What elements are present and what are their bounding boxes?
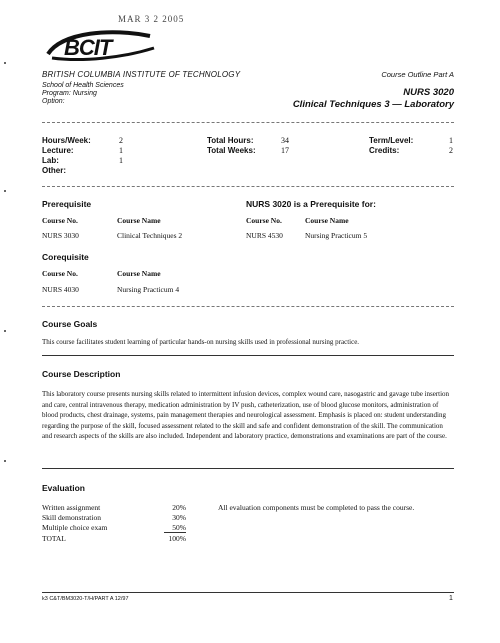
doc-type: Course Outline Part A: [381, 70, 454, 79]
coreq-course-name: Nursing Practicum 4: [117, 285, 180, 294]
bcit-logo: [42, 28, 160, 66]
corequisite-heading: Corequisite: [42, 252, 89, 262]
prereq-course-name: Clinical Techniques 2: [117, 231, 183, 240]
coreq-col-no: Course No.: [42, 269, 78, 278]
total-weeks-label: Total Weeks:: [207, 146, 256, 155]
lab-label: Lab:: [42, 156, 59, 165]
prereqfor-col-name: Course Name: [305, 216, 349, 225]
lecture-value: 1: [119, 146, 123, 155]
page-number: 1: [449, 595, 453, 602]
school-name: School of Health Sciences: [42, 82, 124, 89]
evaluation-heading: Evaluation: [42, 483, 85, 493]
prereq-course-no: NURS 3030: [42, 231, 79, 240]
course-goals-text: This course facilitates student learning of particular hands-on nursing skills used in professional nursing practice.: [42, 338, 360, 346]
prerequisite-heading: Prerequisite: [42, 199, 92, 209]
eval-item: Skill demonstration: [42, 513, 101, 522]
institute-name: BRITISH COLUMBIA INSTITUTE OF TECHNOLOGY: [42, 70, 241, 79]
other-label: Other:: [42, 166, 66, 175]
scan-mark: [4, 62, 6, 64]
eval-item: Written assignment: [42, 503, 101, 512]
divider: [42, 186, 454, 187]
option-label: Option:: [42, 98, 65, 105]
scan-mark: [4, 190, 6, 192]
divider: [42, 468, 454, 469]
course-description-text: This laboratory course presents nursing skills related to intermittent infusion devices, complex wound care, nasogastric and gavage tube insertion and care, central intravenous therapy, medication administration by IV push, catheterization, use of blood glucose monitors, administration of blood products, chest drainage, systems, pain management therapies and neurological assessment. Emphasis is placed on: student understanding regarding the purpose of the skill, focused assessment related to the skill and safe and confident demonstration of the skill. The communication and research aspects of the skills are also included. Independent and laboratory practice, demonstrations and examinations are part of the course.: [42, 390, 450, 440]
course-goals-heading: Course Goals: [42, 319, 98, 329]
received-stamp: MAR 3 2 2005: [118, 14, 185, 24]
divider: [42, 355, 454, 356]
credits-label: Credits:: [369, 146, 400, 155]
course-description-heading: Course Description: [42, 369, 121, 379]
hours-week-label: Hours/Week:: [42, 136, 91, 145]
scan-mark: [4, 460, 6, 462]
total-hours-value: 34: [281, 136, 289, 145]
lab-value: 1: [119, 156, 123, 165]
prerequisite-for-heading: NURS 3020 is a Prerequisite for:: [246, 199, 376, 209]
coreq-course-no: NURS 4030: [42, 285, 79, 294]
program-name: Program: Nursing: [42, 90, 97, 97]
prereqfor-course-name: Nursing Practicum 5: [305, 231, 368, 240]
course-title: Clinical Techniques 3 — Laboratory: [292, 99, 454, 110]
credits-value: 2: [449, 146, 453, 155]
hours-week-value: 2: [119, 136, 123, 145]
eval-pct: 30%: [172, 513, 186, 522]
prereq-col-name: Course Name: [117, 216, 161, 225]
eval-item: Multiple choice exam: [42, 523, 108, 532]
evaluation-note: All evaluation components must be completed to pass the course.: [218, 503, 415, 512]
footer-rule: [42, 592, 454, 593]
logo-text: BCIT: [64, 35, 112, 60]
term-level-label: Term/Level:: [369, 136, 414, 145]
prereq-col-no: Course No.: [42, 216, 78, 225]
divider: [42, 306, 454, 307]
eval-total-pct: 100%: [168, 534, 186, 543]
prereqfor-col-no: Course No.: [246, 216, 282, 225]
lecture-label: Lecture:: [42, 146, 74, 155]
coreq-col-name: Course Name: [117, 269, 161, 278]
eval-total-label: TOTAL: [42, 534, 66, 543]
term-level-value: 1: [449, 136, 453, 145]
total-weeks-value: 17: [281, 146, 289, 155]
scan-mark: [4, 330, 6, 332]
total-hours-label: Total Hours:: [207, 136, 254, 145]
eval-pct: 20%: [172, 503, 186, 512]
course-code: NURS 3020: [403, 87, 454, 98]
divider: [42, 122, 454, 123]
eval-pct: 50%: [164, 523, 186, 533]
prereqfor-course-no: NURS 4530: [246, 231, 283, 240]
footer-doc-id: k3 C&T/BM3020-T/H/PART A 12/97: [42, 596, 129, 602]
